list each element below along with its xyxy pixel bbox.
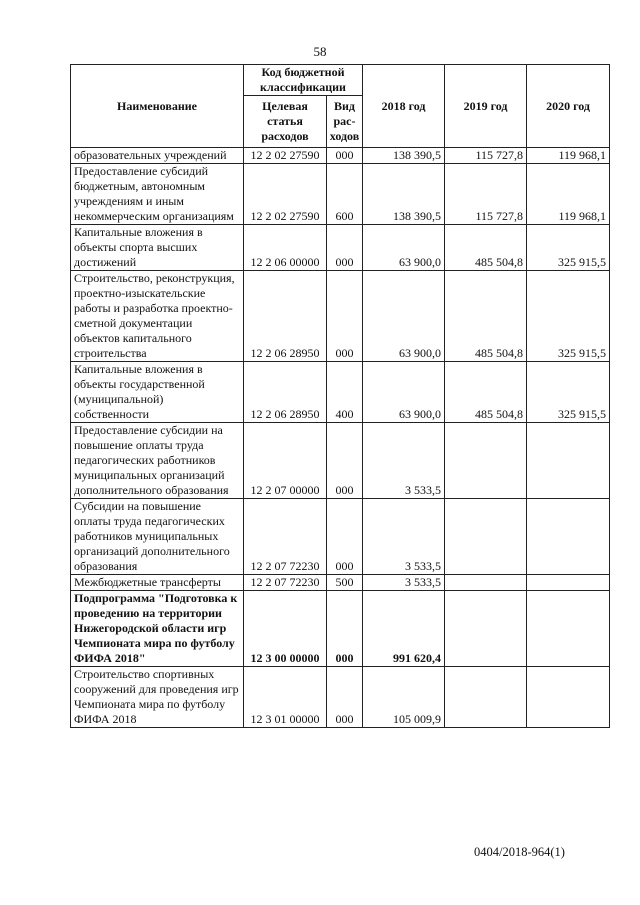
- row-value-2018: 3 533,5: [363, 575, 445, 591]
- header-code-group: Код бюджетной классификации: [244, 65, 363, 96]
- header-2020: 2020 год: [527, 65, 610, 148]
- page-number: 58: [313, 44, 327, 59]
- row-value-2019: 485 504,8: [445, 362, 527, 423]
- row-expense-type: 000: [327, 499, 363, 575]
- row-code: 12 2 06 00000: [244, 225, 327, 271]
- table-row: [71, 362, 610, 423]
- row-expense-type: 400: [327, 362, 363, 423]
- header-target-article: Целевая статья расходов: [244, 96, 327, 148]
- row-name: образовательных учреждений: [71, 148, 244, 164]
- row-name: Межбюджетные трансферты: [71, 575, 244, 591]
- row-value-2020: [527, 499, 610, 575]
- footer-code: 0404/2018-964(1): [474, 845, 565, 859]
- row-value-2019: [445, 591, 527, 667]
- row-value-2020: [527, 575, 610, 591]
- row-code: 12 2 06 28950: [244, 271, 327, 362]
- row-code: 12 3 01 00000: [244, 667, 327, 728]
- row-value-2020: 119 968,1: [527, 164, 610, 225]
- row-value-2020: [527, 423, 610, 499]
- table-row: [71, 423, 610, 499]
- row-code: 12 2 07 72230: [244, 499, 327, 575]
- table-row: [71, 591, 610, 667]
- row-value-2018: 138 390,5: [363, 148, 445, 164]
- row-value-2019: 115 727,8: [445, 164, 527, 225]
- row-value-2019: [445, 423, 527, 499]
- budget-table: [70, 64, 610, 728]
- row-value-2019: [445, 667, 527, 728]
- row-name: Капитальные вложения в объекты спорта высших достижений: [71, 225, 244, 271]
- row-name: Предоставление субсидий бюджетным, автономным учреждениям и иным некоммерческим организациям: [71, 164, 244, 225]
- row-expense-type: 000: [327, 225, 363, 271]
- table-row: [71, 164, 610, 225]
- row-value-2018: 138 390,5: [363, 164, 445, 225]
- table-row: [71, 575, 610, 591]
- row-value-2020: [527, 591, 610, 667]
- row-value-2019: [445, 499, 527, 575]
- row-expense-type: 000: [327, 148, 363, 164]
- row-code: 12 3 00 00000: [244, 591, 327, 667]
- header-expense-type: Вид рас- ходов: [327, 96, 363, 148]
- row-value-2018: 991 620,4: [363, 591, 445, 667]
- row-value-2018: 3 533,5: [363, 499, 445, 575]
- row-value-2019: 485 504,8: [445, 225, 527, 271]
- row-expense-type: 000: [327, 591, 363, 667]
- table-row: [71, 271, 610, 362]
- row-name: Капитальные вложения в объекты государственной (муниципальной) собственности: [71, 362, 244, 423]
- row-value-2019: [445, 575, 527, 591]
- row-expense-type: 000: [327, 667, 363, 728]
- row-name: Субсидии на повышение оплаты труда педагогических работников муниципальных организаций дополнительного образования: [71, 499, 244, 575]
- row-code: 12 2 07 72230: [244, 575, 327, 591]
- table-body: [71, 148, 610, 728]
- row-value-2019: 115 727,8: [445, 148, 527, 164]
- row-value-2018: 63 900,0: [363, 225, 445, 271]
- row-expense-type: 600: [327, 164, 363, 225]
- header-2018: 2018 год: [363, 65, 445, 148]
- table-row: [71, 667, 610, 728]
- row-value-2020: 325 915,5: [527, 225, 610, 271]
- row-name: Строительство, реконструкция, проектно-изыскательские работы и разработка проектно-сметной документации объектов капитального строительства: [71, 271, 244, 362]
- row-name: Предоставление субсидии на повышение оплаты труда педагогических работников муниципальных организаций дополнительного образования: [71, 423, 244, 499]
- row-value-2020: 119 968,1: [527, 148, 610, 164]
- row-expense-type: 000: [327, 271, 363, 362]
- row-value-2020: 325 915,5: [527, 271, 610, 362]
- table-row: [71, 499, 610, 575]
- header-name: Наименование: [71, 65, 244, 148]
- row-value-2020: 325 915,5: [527, 362, 610, 423]
- row-value-2018: 105 009,9: [363, 667, 445, 728]
- row-code: 12 2 02 27590: [244, 148, 327, 164]
- row-code: 12 2 07 00000: [244, 423, 327, 499]
- row-value-2018: 63 900,0: [363, 362, 445, 423]
- table-row: [71, 225, 610, 271]
- table-row: [71, 148, 610, 164]
- row-name: Подпрограмма "Подготовка к проведению на территории Нижегородской области игр Чемпионата мира по футболу ФИФА 2018": [71, 591, 244, 667]
- row-expense-type: 500: [327, 575, 363, 591]
- row-code: 12 2 06 28950: [244, 362, 327, 423]
- header-2019: 2019 год: [445, 65, 527, 148]
- row-value-2018: 63 900,0: [363, 271, 445, 362]
- row-value-2020: [527, 667, 610, 728]
- row-name: Строительство спортивных сооружений для проведения игр Чемпионата мира по футболу ФИФА 2018: [71, 667, 244, 728]
- row-value-2018: 3 533,5: [363, 423, 445, 499]
- row-value-2019: 485 504,8: [445, 271, 527, 362]
- row-expense-type: 000: [327, 423, 363, 499]
- row-code: 12 2 02 27590: [244, 164, 327, 225]
